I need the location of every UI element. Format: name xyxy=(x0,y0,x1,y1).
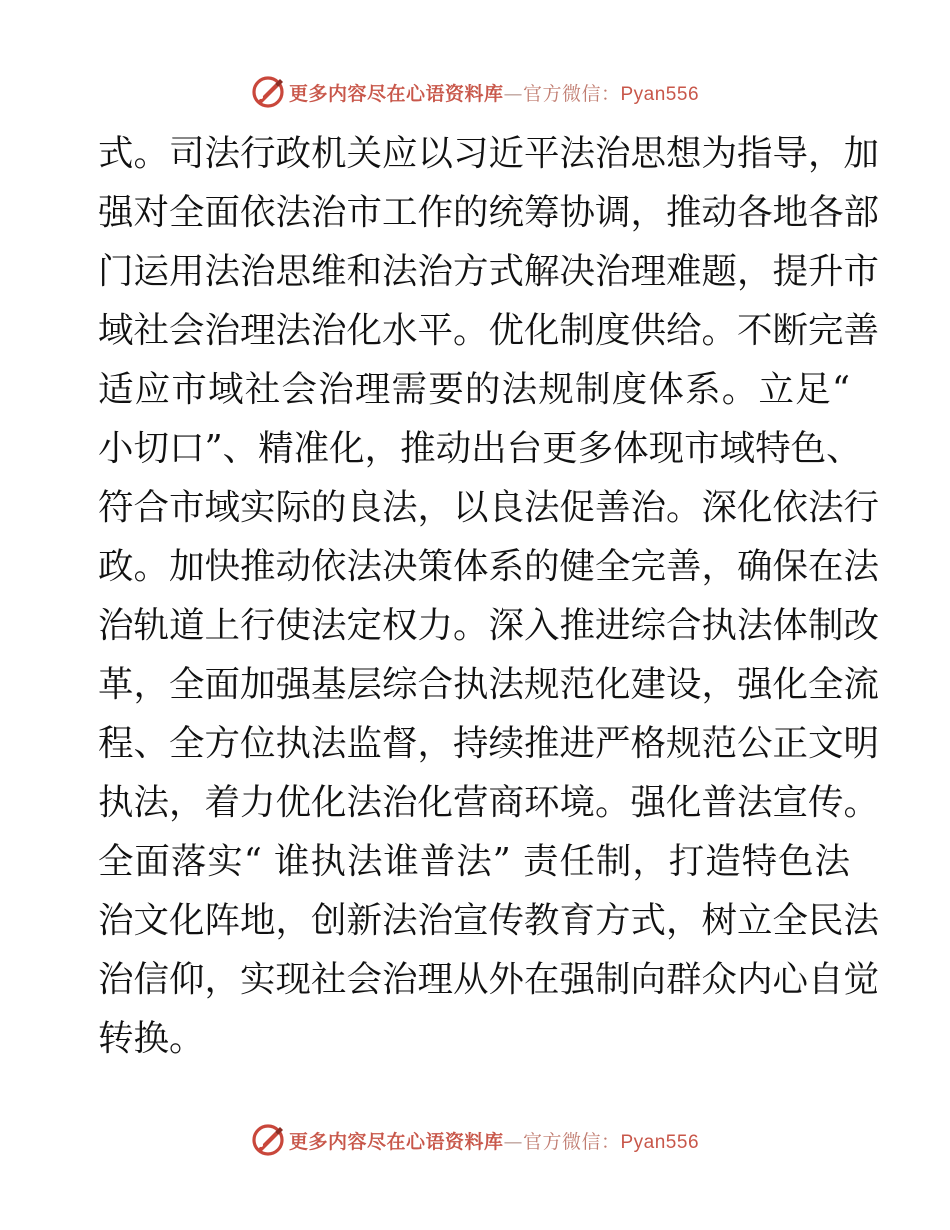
watermark-text xyxy=(289,79,699,106)
text-line: 程、全方位执法监督，持续推进严格规范公正文明 xyxy=(98,723,880,764)
watermark-separator: — xyxy=(503,1130,523,1153)
watermark-text xyxy=(289,1127,699,1154)
text-line: 治信仰，实现社会治理从外在强制向群众内心自觉 xyxy=(98,959,880,1000)
watermark-wechat-label: 官方微信： xyxy=(522,82,621,105)
text-line: 小切口”、精准化，推动出台更多体现市域特色、 xyxy=(98,428,862,469)
header-watermark xyxy=(0,72,950,112)
text-line: 域社会治理法治化水平。优化制度供给。不断完善 xyxy=(98,310,880,351)
text-line: 符合市域实际的良法，以良法促善治。深化依法行 xyxy=(98,487,880,528)
text-line: 政。加快推动依法决策体系的健全完善，确保在法 xyxy=(98,546,880,587)
watermark-lead: 更多内容尽在心语资料库 xyxy=(288,1130,504,1153)
text-line: 强对全面依法治市工作的统筹协调，推动各地各部 xyxy=(98,192,880,233)
text-line: 治文化阵地，创新法治宣传教育方式，树立全民法 xyxy=(98,900,880,941)
text-line: 治轨道上行使法定权力。深入推进综合执法体制改 xyxy=(98,605,880,646)
text-line: 全面落实“ 谁执法谁普法” 责任制，打造特色法 xyxy=(98,841,850,882)
text-line: 执法，着力优化法治化营商环境。强化普法宣传。 xyxy=(98,782,880,823)
watermark-separator: — xyxy=(503,82,523,105)
pen-logo-icon xyxy=(251,75,285,109)
footer-watermark xyxy=(0,1120,950,1160)
watermark-wechat-id: Pyan556 xyxy=(620,83,700,105)
body-text xyxy=(98,124,880,1068)
text-line: 适应市域社会治理需要的法规制度体系。立足“ xyxy=(98,369,850,410)
text-line: 式。司法行政机关应以习近平法治思想为指导，加 xyxy=(98,133,880,174)
watermark-wechat-id: Pyan556 xyxy=(620,1131,700,1153)
pen-logo-icon xyxy=(251,1123,285,1157)
text-line: 转换。 xyxy=(98,1018,205,1059)
watermark-lead: 更多内容尽在心语资料库 xyxy=(288,82,504,105)
text-line: 门运用法治思维和法治方式解决治理难题，提升市 xyxy=(98,251,880,292)
watermark-wechat-label: 官方微信： xyxy=(522,1130,621,1153)
text-line: 革，全面加强基层综合执法规范化建设，强化全流 xyxy=(98,664,880,705)
